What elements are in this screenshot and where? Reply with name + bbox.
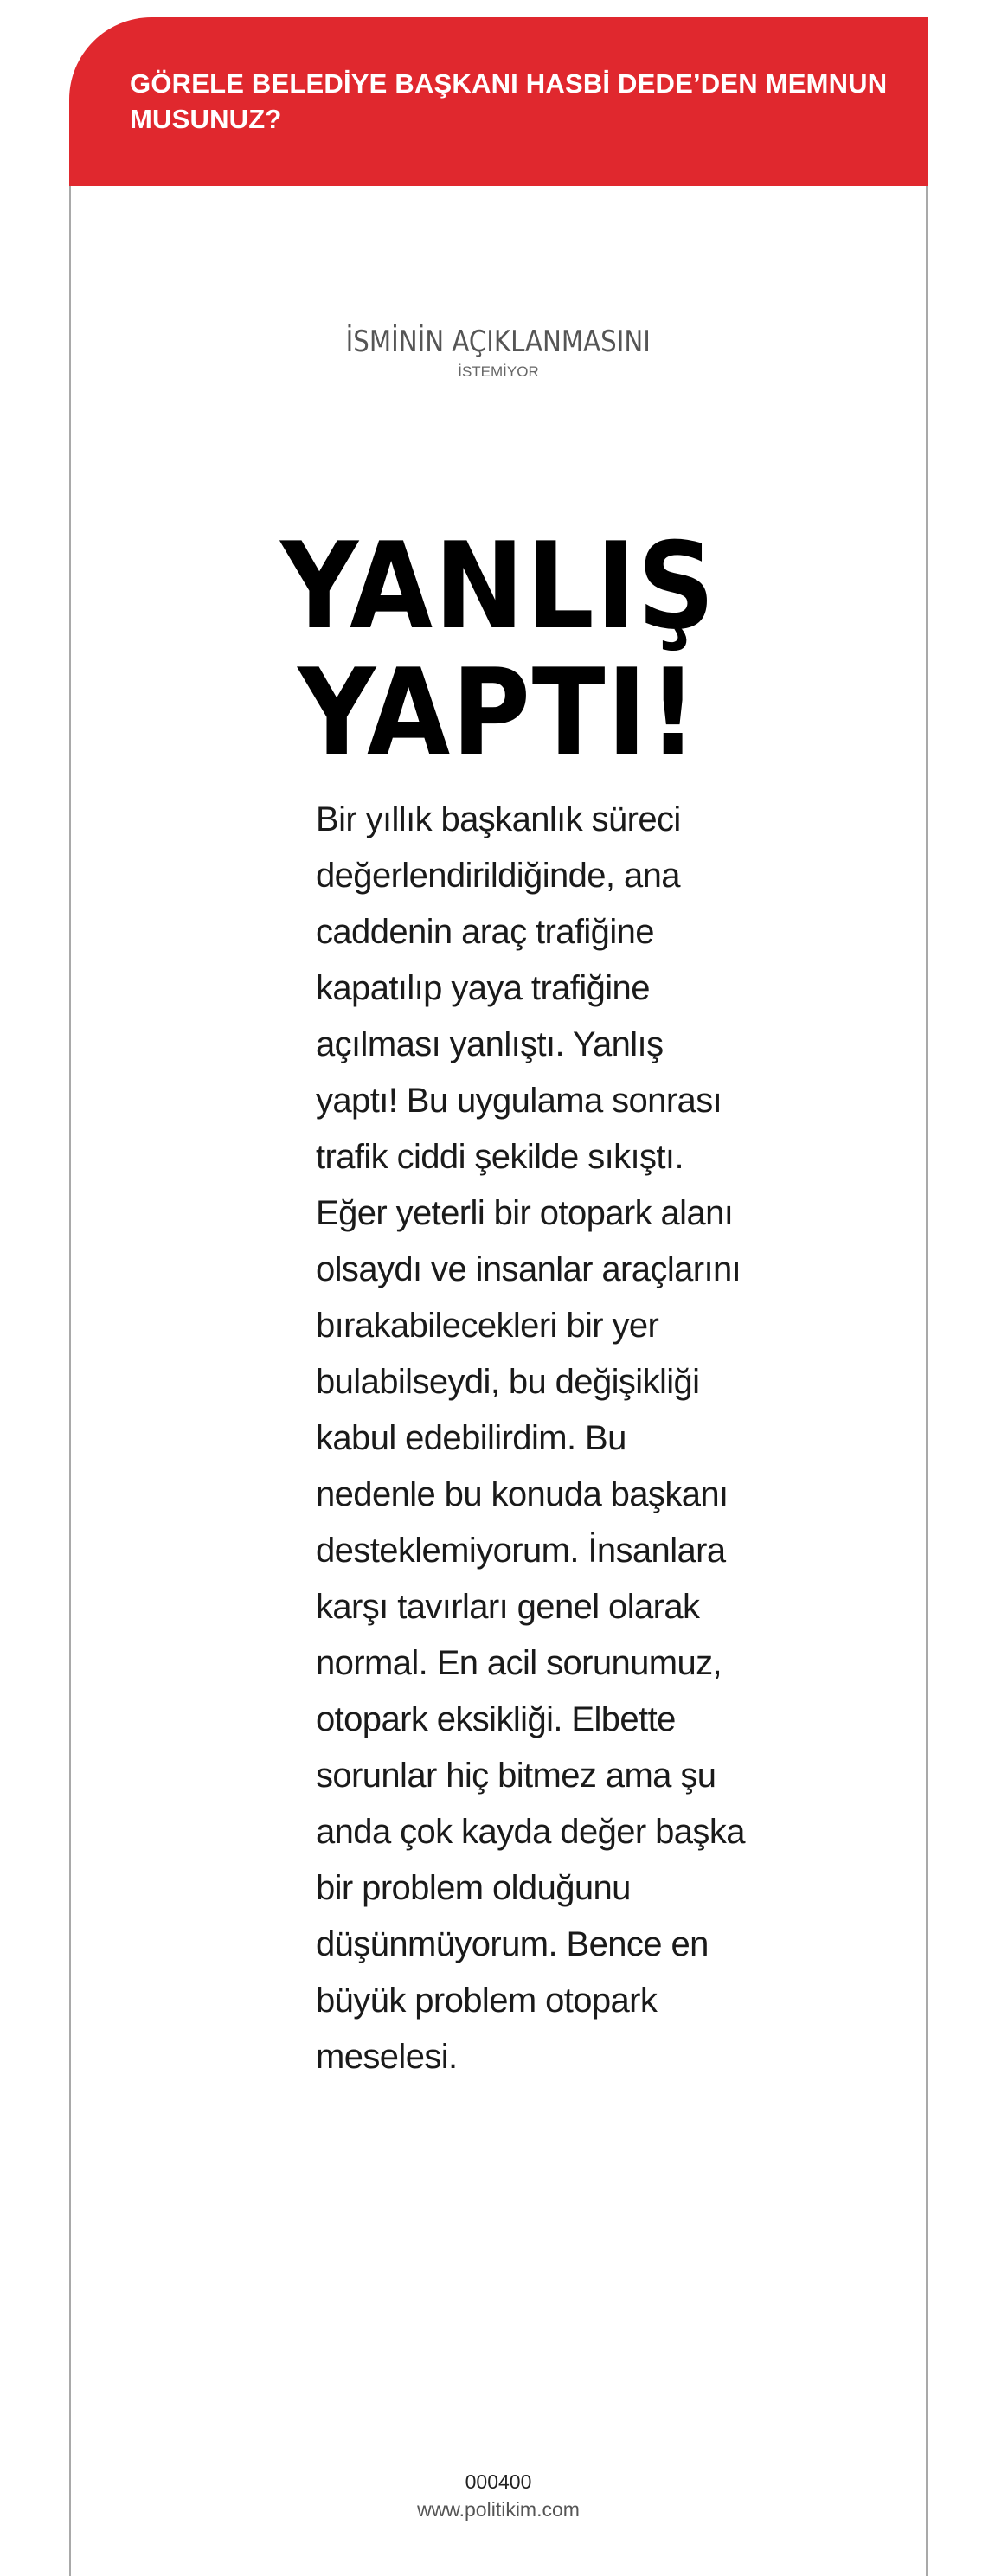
headline-line-2: YAPTI! xyxy=(298,643,699,782)
question-title: GÖRELE BELEDİYE BAŞKANI HASBİ DEDE’DEN MEMNUN MUSUNUZ? xyxy=(130,68,888,134)
footer-code: 000400 xyxy=(465,2470,532,2493)
answer-body: Bir yıllık başkanlık süreci değerlendirildiğinde, ana caddenin araç trafiğine kapatılıp yaya trafiğine açılması yanlıştı. Yanlış yaptı! Bu uygulama sonrası trafik ciddi şekilde sıkıştı. Eğer yeterli bir otopark alanı olsaydı ve insanlar araçlarını bırakabilecekleri bir yer bulabilseydi, bu değişikliği kabul edebilirdim. Bu nedenle bu konuda başkanı desteklemiyorum. İnsanlara karşı tavırları genel olarak normal. En acil sorunumuz, otopark eksikliği. Elbette sorunlar hiç bitmez ama şu anda çok kayda değer başka bir problem olduğunu düşünmüyorum. Bence en büyük problem otopark meselesi. xyxy=(316,800,745,2076)
footer xyxy=(69,2468,928,2523)
respondent-name: İSMİNİN AÇIKLANMASINI xyxy=(345,324,652,359)
headline-line-1: YANLIŞ xyxy=(280,517,716,656)
answer-headline xyxy=(69,517,928,782)
respondent-occupation: İSTEMİYOR xyxy=(458,363,539,380)
survey-card xyxy=(69,17,928,2576)
footer-url[interactable]: www.politikim.com xyxy=(417,2498,580,2521)
question-header xyxy=(69,17,928,186)
respondent-info xyxy=(69,322,928,381)
